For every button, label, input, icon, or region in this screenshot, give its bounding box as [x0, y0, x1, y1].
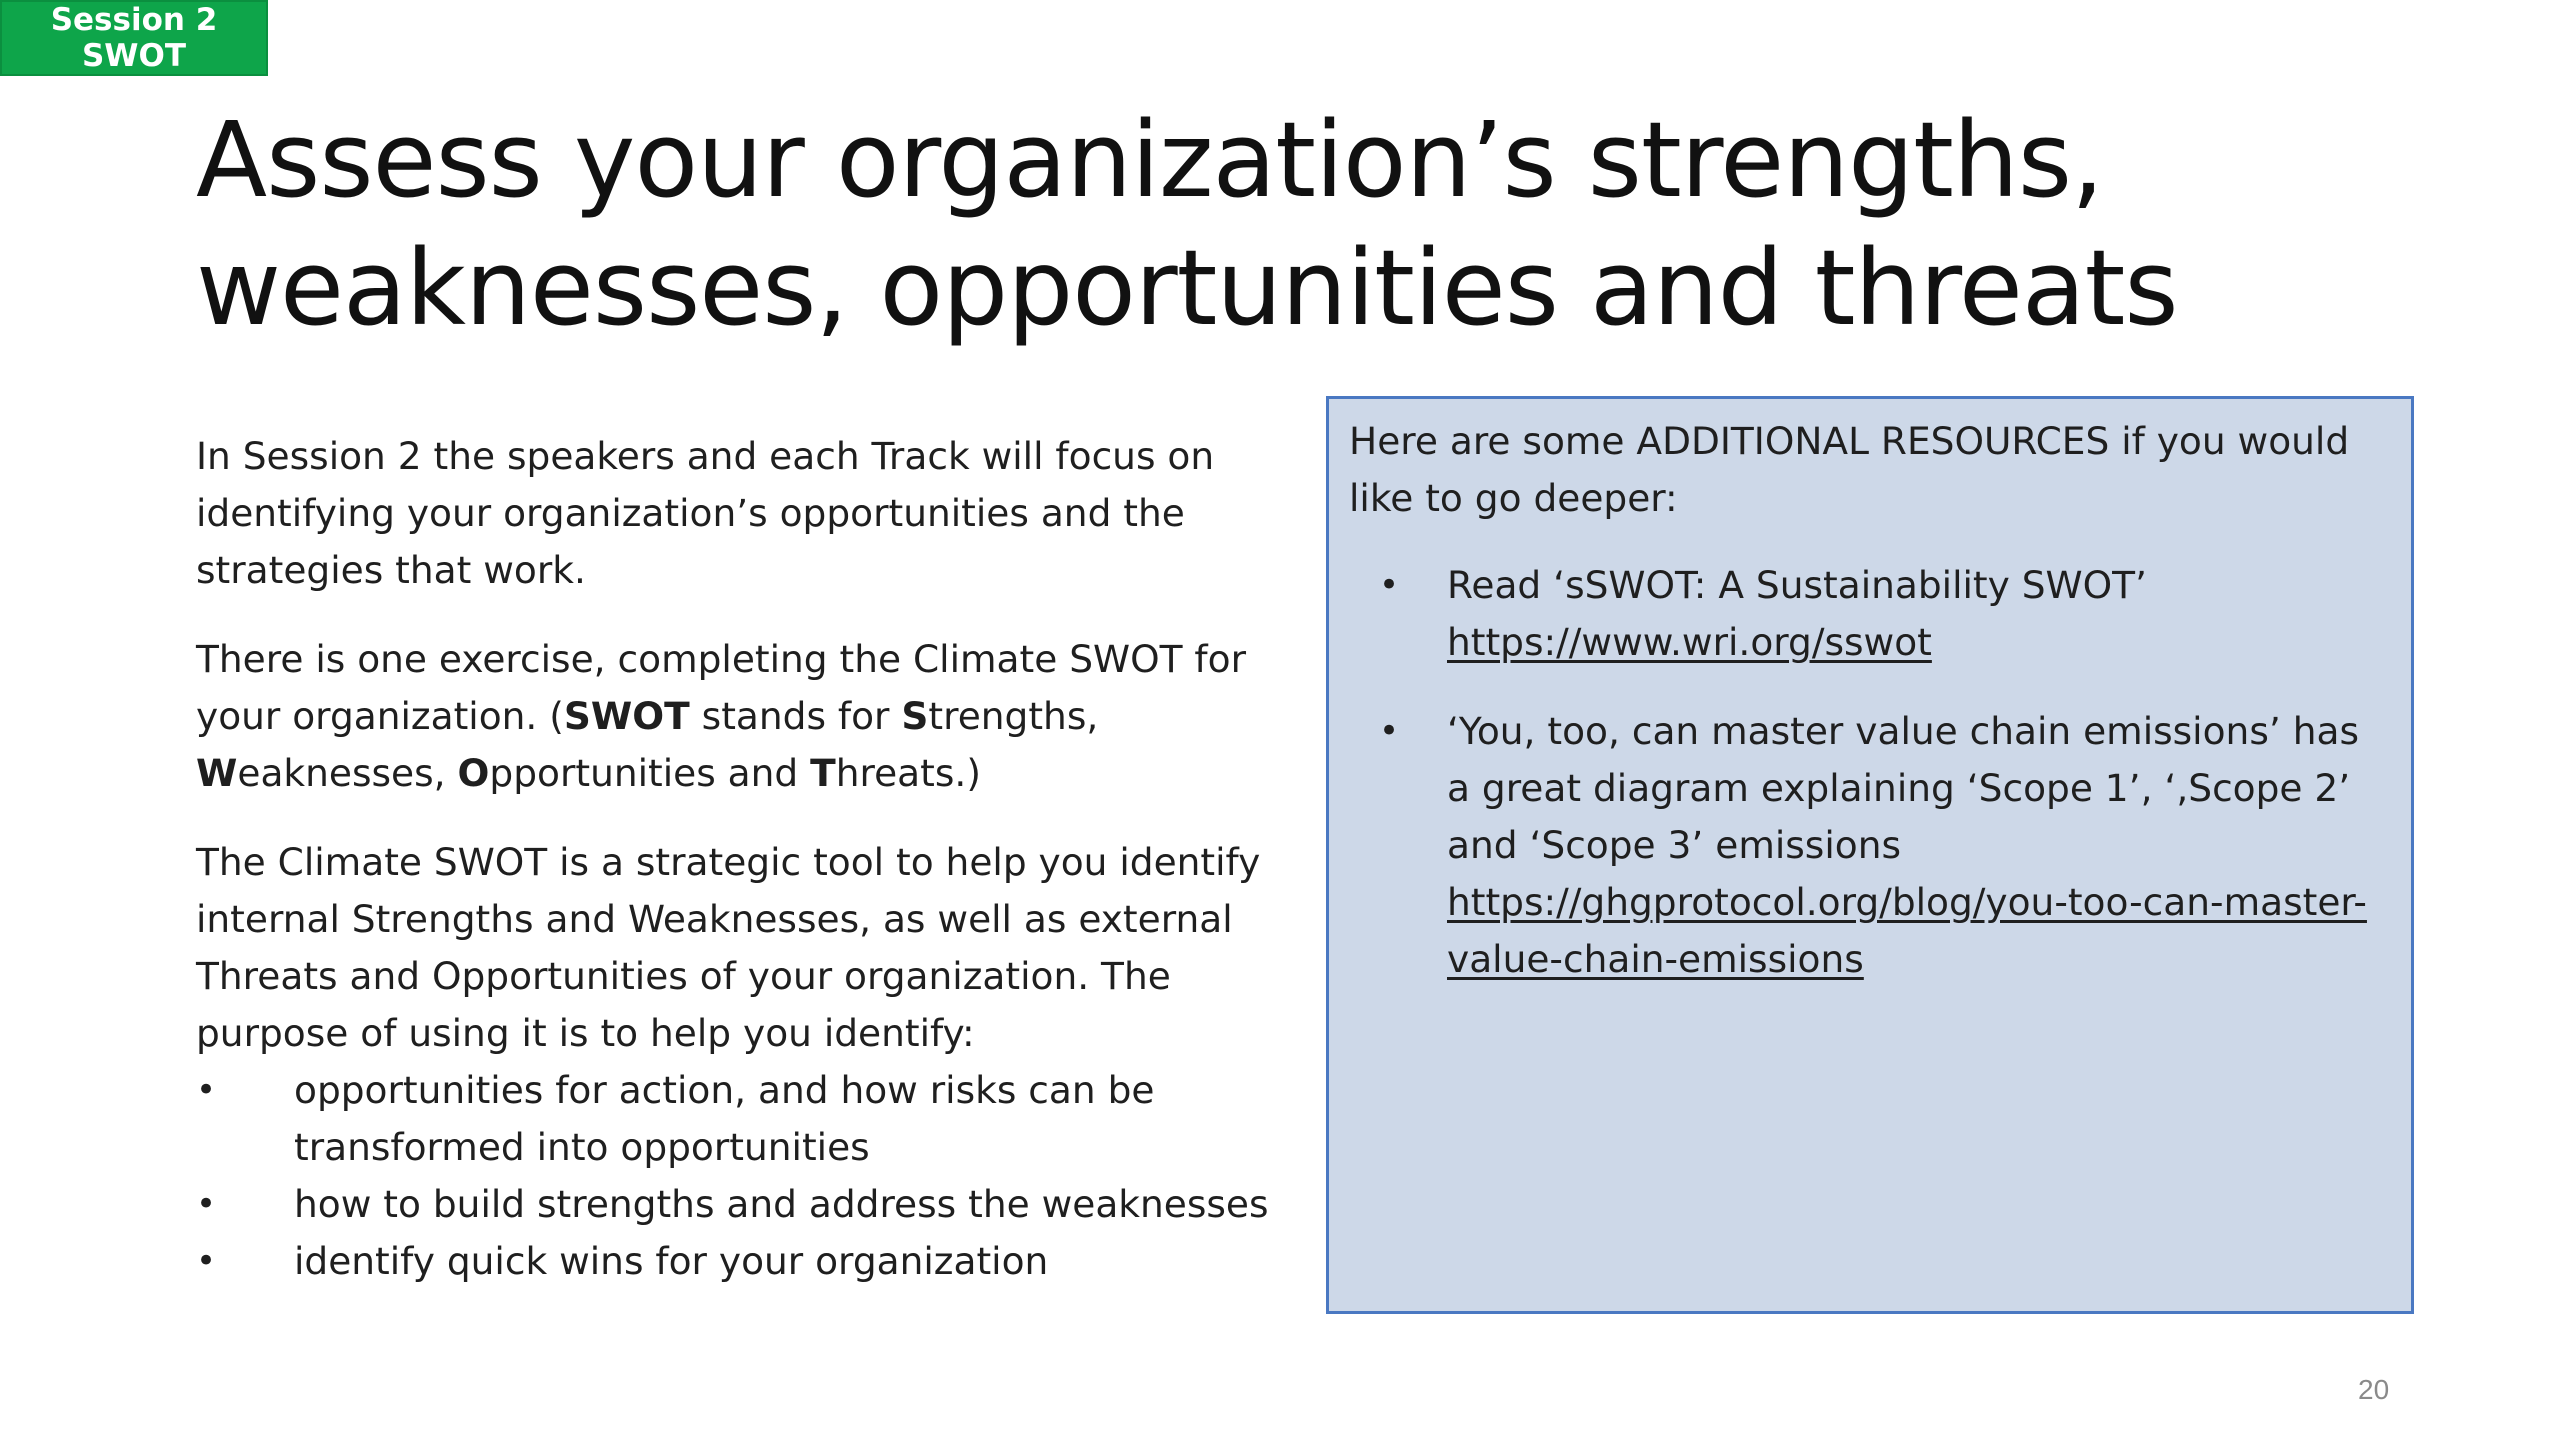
list-item: [196, 1233, 1286, 1290]
list-item-text: identify quick wins for your organization: [294, 1239, 1049, 1283]
sswot-link[interactable]: https://www.wri.org/sswot: [1447, 620, 1932, 664]
w-bold: W: [196, 751, 238, 795]
session-badge-line2: SWOT: [81, 38, 187, 74]
additional-resources-box: [1326, 396, 2414, 1314]
swot-bold: SWOT: [563, 694, 690, 738]
opportunities-text: pportunities and: [489, 751, 811, 795]
list-item-text: how to build strengths and address the weaknesses: [294, 1182, 1269, 1226]
list-item: [196, 1176, 1286, 1233]
o-bold: O: [457, 751, 490, 795]
resource-item-text: Read ‘sSWOT: A Sustainability SWOT’: [1447, 563, 2147, 607]
list-item-text: opportunities for action, and how risks can be transformed into opportunities: [294, 1068, 1155, 1169]
bullet-icon: •: [1379, 565, 1400, 605]
strengths-text: trengths,: [928, 694, 1099, 738]
resource-item: [1349, 703, 2391, 988]
page-number: 20: [2358, 1374, 2390, 1405]
list-item: [196, 1062, 1286, 1176]
t-bold: T: [810, 751, 836, 795]
intro-paragraph: In Session 2 the speakers and each Track will focus on identifying your organization’s opportunities and the strategies that work.: [196, 434, 1215, 592]
resource-item: [1349, 557, 2391, 671]
session-badge-line1: Session 2: [50, 2, 218, 38]
resources-list: [1349, 557, 2391, 988]
left-column: [196, 428, 1286, 1290]
resources-intro: Here are some ADDITIONAL RESOURCES if you would like to go deeper:: [1349, 419, 2350, 520]
session-badge: [0, 0, 268, 76]
bullet-icon: •: [196, 1184, 217, 1224]
slide-title: [196, 96, 2446, 352]
resource-item-text: ‘You, too, can master value chain emissions’ has a great diagram explaining ‘Scope 1’, ‘,Scope 2’ and ‘Scope 3’ emissions: [1447, 709, 2359, 867]
purpose-list: [196, 1062, 1286, 1290]
bullet-icon: •: [1379, 711, 1400, 751]
exercise-text: There is one exercise, completing the Climate SWOT for your organization. (: [196, 637, 1246, 738]
climate-swot-paragraph: The Climate SWOT is a strategic tool to help you identify internal Strengths and Weaknesses, as well as external Threats and Opportunities of your organization. The purpose of using it is to help you identify:: [196, 840, 1261, 1055]
stands-for-text: stands for: [689, 694, 902, 738]
slide-title-line1: Assess your organization’s strengths,: [196, 99, 2104, 221]
exercise-paragraph: [196, 631, 1286, 802]
bullet-icon: •: [196, 1070, 217, 1110]
slide-title-line2: weaknesses, opportunities and threats: [196, 227, 2178, 349]
ghg-protocol-link[interactable]: https://ghgprotocol.org/blog/you-too-can-master-value-chain-emissions: [1447, 880, 2367, 981]
bullet-icon: •: [196, 1241, 217, 1281]
s-bold: S: [901, 694, 929, 738]
weaknesses-text: eaknesses,: [237, 751, 458, 795]
threats-text: hreats.): [835, 751, 981, 795]
